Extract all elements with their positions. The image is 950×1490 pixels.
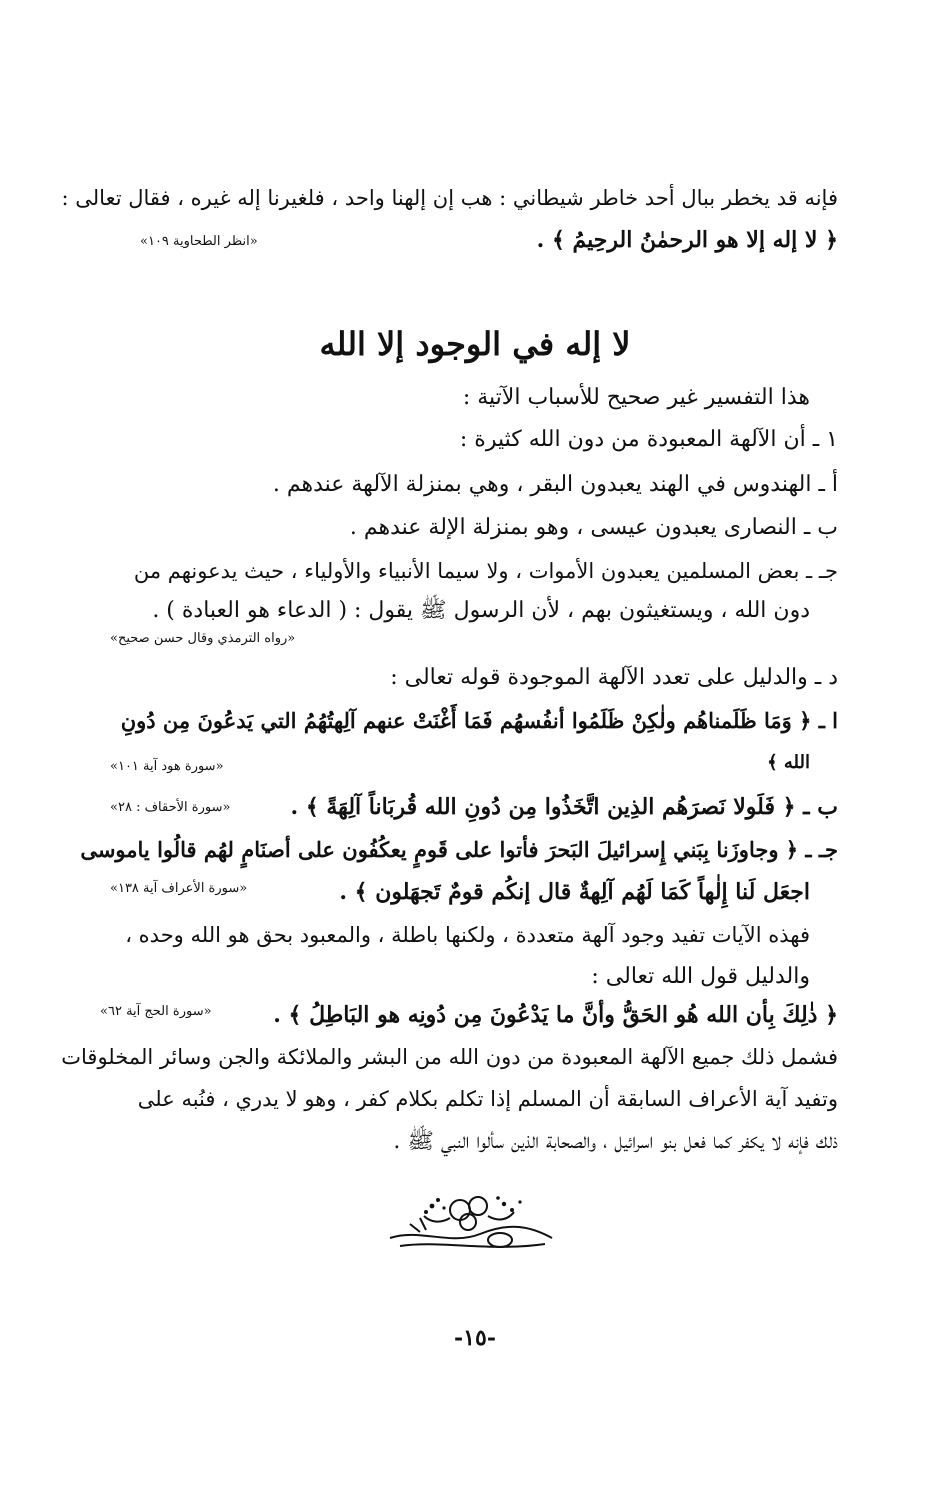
body-line-4: ب ـ النصارى يعبدون عيسى ، وهو بمنزلة الإلة عندهم .	[349, 515, 838, 540]
body-line-6: دون الله ، ويستغيثون بهم ، لأن الرسول ﷺ يقول : ( الدعاء هو العبادة ) .	[152, 598, 810, 623]
body-line-16: فشمل ذلك جميع الآلهة المعبودة من دون الله من البشر والملائكة والجن وسائر المخلوقات	[61, 1045, 838, 1069]
floral-ornament-icon	[380, 1188, 560, 1258]
body-line-1: هذا التفسير غير صحيح للأسباب الآتية :	[462, 385, 810, 410]
body-line-2: ١ ـ أن الآلهة المعبودة من دون الله كثيرة :	[459, 427, 838, 452]
body-line-7: د ـ والدليل على تعدد الآلهة الموجودة قوله تعالى :	[390, 665, 838, 690]
reference-tirmidhi: «رواه الترمذي وقال حسن صحيح»	[110, 631, 296, 646]
quran-verse-araf-2: اجعَل لَنا إِلٰهاً كَمَا لَهُم آلِهةٌ قال إنكُم قومٌ تَجهَلون ﴾ .	[339, 879, 810, 905]
quran-verse-araf-1: جـ ـ ﴿ وجاوزَنا بِبَني إِسرائيلَ البَحرَ فأتوا على قَومٍ يعكُفُون على أصنَامٍ لهُم قالُوا ياموسى	[80, 837, 838, 862]
quran-verse-hud: ا ـ ﴿ وَمَا ظَلَمناهُم ولٰكِنْ ظَلَمُوا أنفُسهُم فَمَا أَغْنَتْ عنهم آلِهتُهُمُ التي يَدعُونَ مِن دُونِ	[120, 708, 838, 733]
reference-hud: «سورة هود آية ١٠١»	[110, 759, 224, 774]
body-line-3: أ ـ الهندوس في الهند يعبدون البقر ، وهي بمنزلة الآلهة عندهم .	[272, 472, 838, 497]
intro-line-1: فإنه قد يخطر ببال أحد خاطر شيطاني : هب إن إلهنا واحد ، فلغيرنا إله غيره ، فقال تعالى :	[61, 186, 838, 210]
body-line-13: فهذه الآيات تفيد وجود آلهة متعددة ، ولكنها باطلة ، والمعبود بحق هو الله وحده ،	[125, 923, 810, 947]
quran-verse-ahqaf: ب ـ ﴿ فَلَولا نَصرَهُم الذِين اتَّخَذُوا مِن دُونِ الله قُربَاناً آلِهَةً ﴾ .	[290, 794, 838, 820]
reference-araf: «سورة الأعراف آية ١٣٨»	[110, 881, 248, 896]
reference-hajj: «سورة الحج آية ٦٢»	[100, 1004, 212, 1019]
reference-ahqaf: «سورة الأحقاف : ٢٨»	[110, 800, 231, 815]
quran-verse-hajj: ﴿ ذٰلِكَ بِأن الله هُو الحَقُّ وأنَّ ما يَدْعُونَ مِن دُونِه هو البَاطِلُ ﴾ .	[273, 1002, 838, 1028]
quran-verse-hud-end: الله ﴾	[767, 752, 810, 773]
body-line-5: جـ ـ بعض المسلمين يعبدون الأموات ، ولا سيما الأنبياء والأولياء ، حيث يدعونهم من	[133, 559, 838, 583]
body-line-17: وتفيد آية الأعراف السابقة أن المسلم إذا تكلم بكلام كفر ، وهو لا يدري ، فنُبه على	[137, 1087, 838, 1111]
intro-quran-verse: ﴿ لا إله إلا هو الرحمٰنُ الرحِيمُ ﴾ .	[536, 227, 838, 253]
intro-reference: «انظر الطحاوية ١٠٩»	[140, 234, 258, 249]
section-heading: لا إله في الوجود إلا الله	[319, 325, 631, 363]
body-line-14: والدليل قول الله تعالى :	[591, 964, 810, 989]
body-line-18: ذلك فإنه لا يكفر كما فعل بنو اسرائيل ، والصحابة الذين سألوا النبي ﷺ .	[393, 1129, 838, 1154]
page-number: -١٥-	[454, 1325, 496, 1351]
